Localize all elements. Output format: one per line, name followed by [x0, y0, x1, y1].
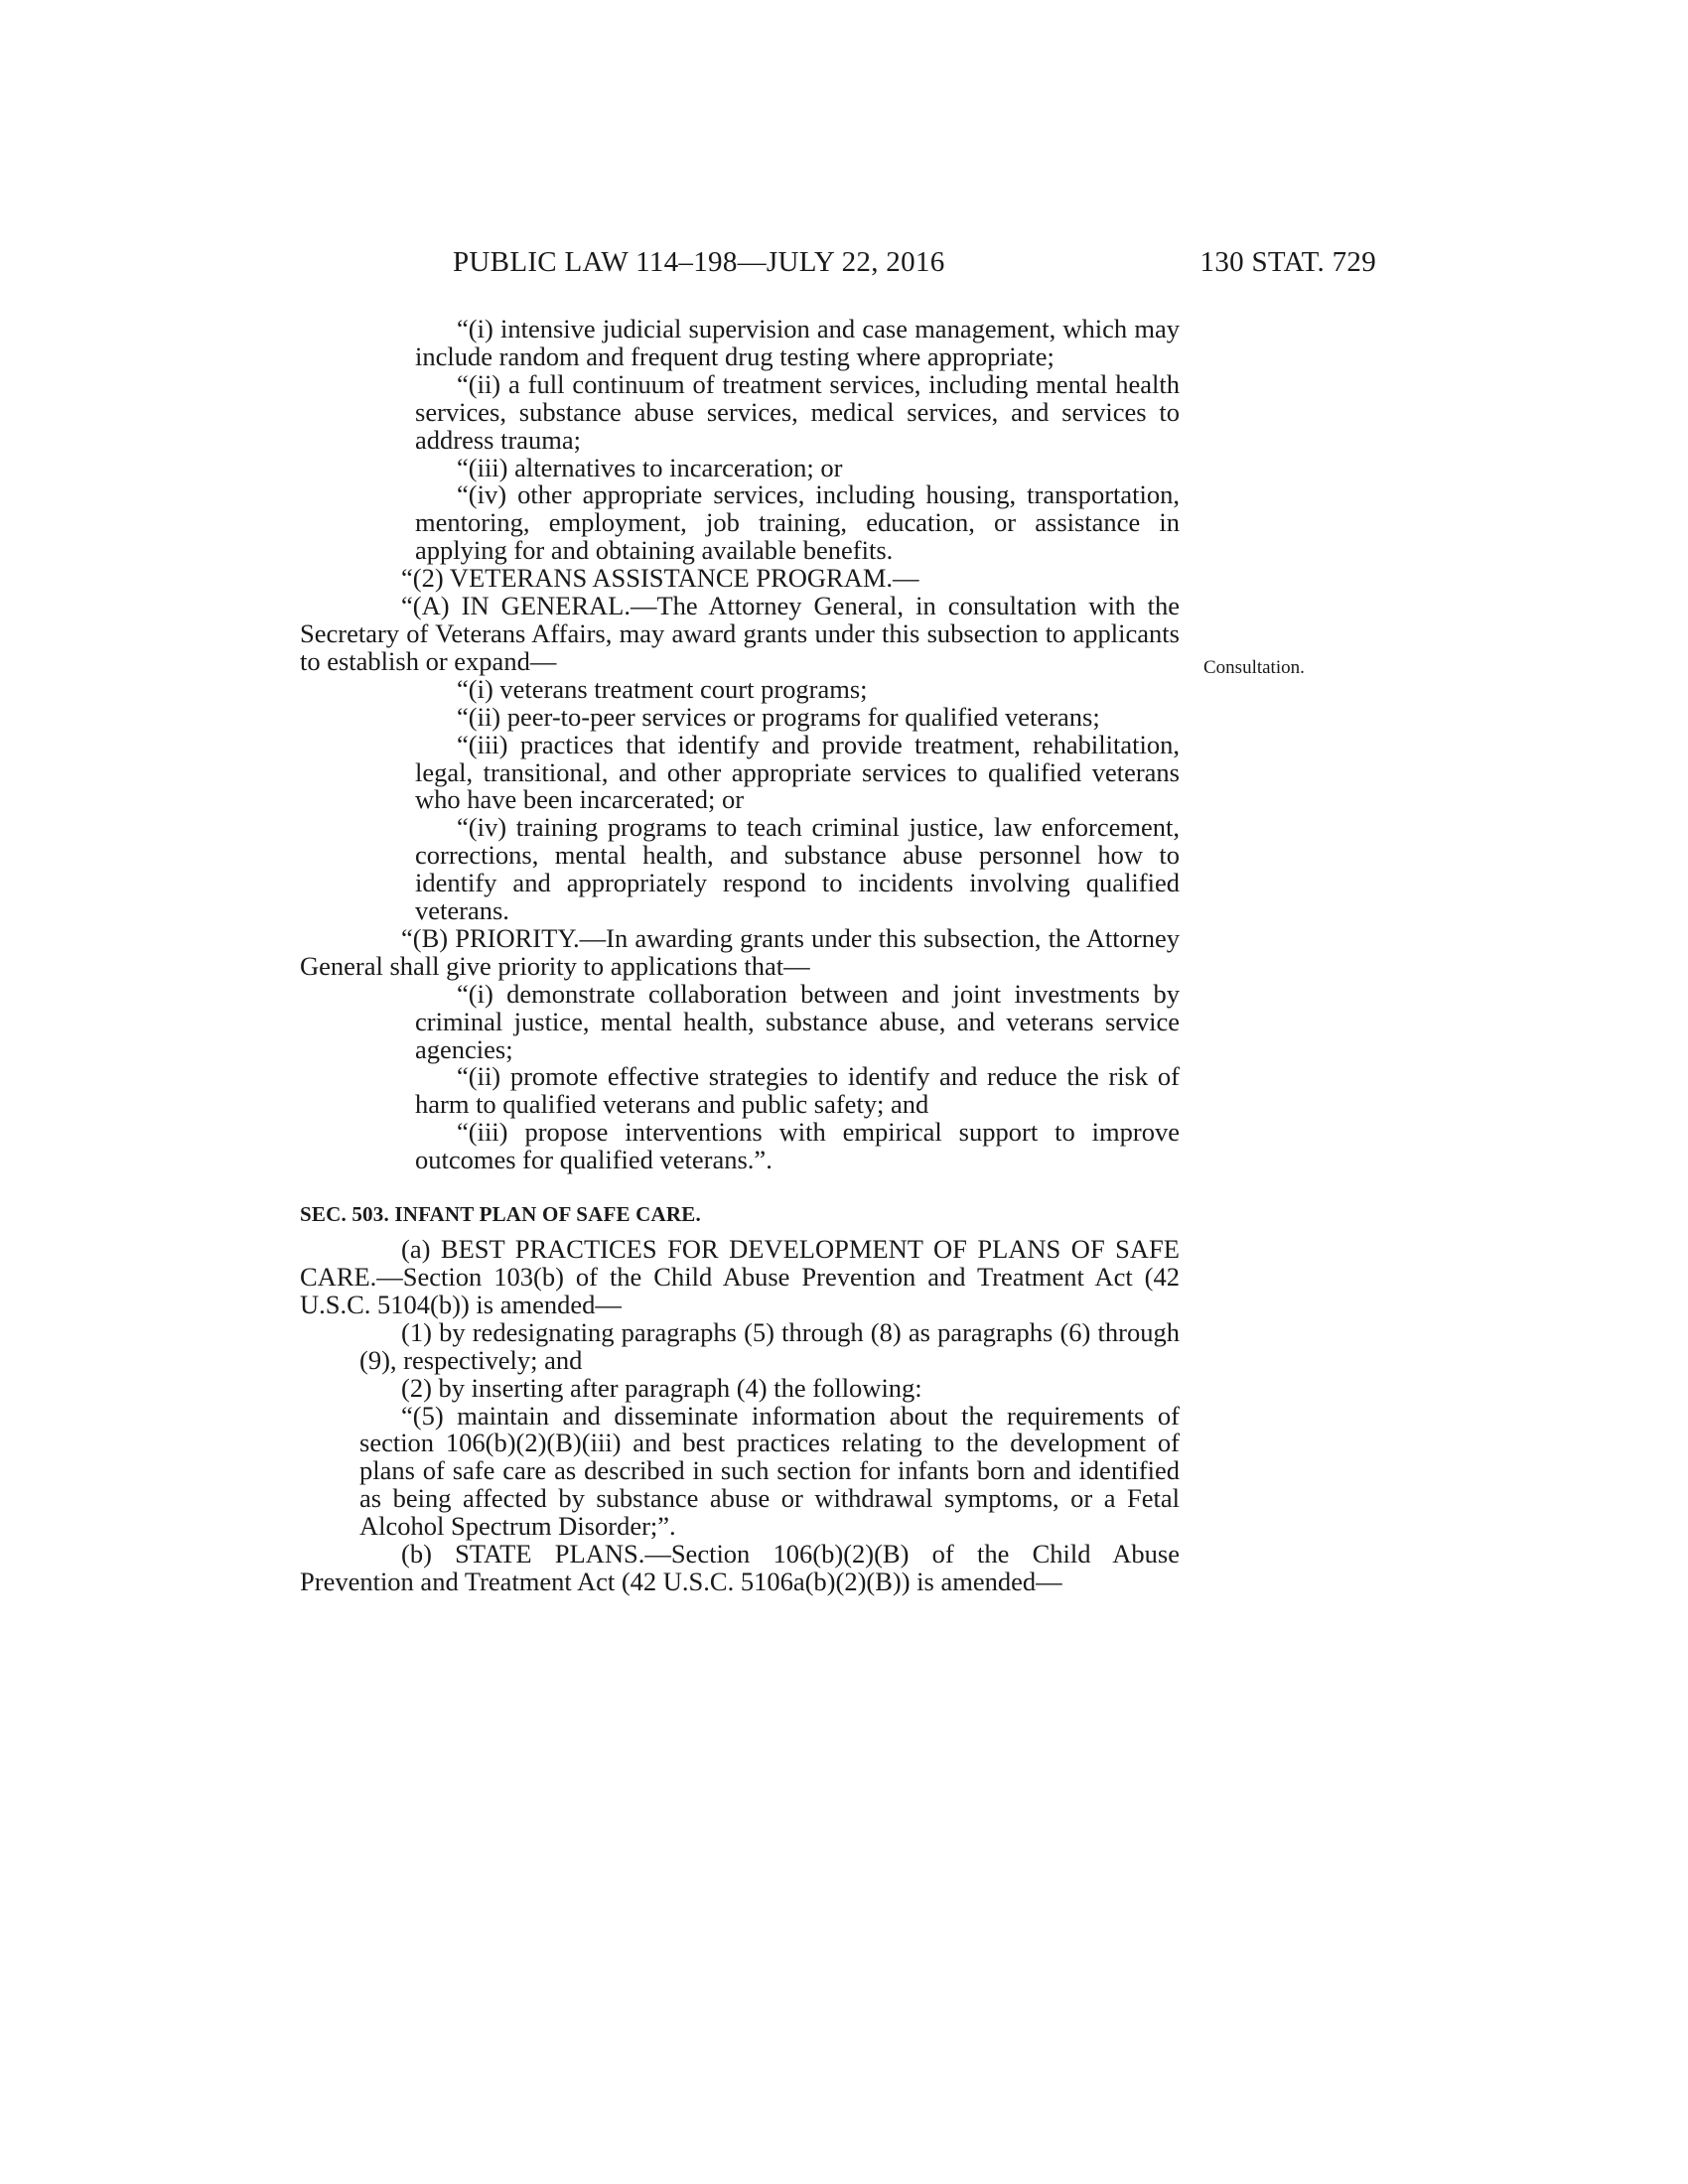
page-header — [453, 242, 1376, 282]
section-heading: SEC. 503. INFANT PLAN OF SAFE CARE. — [300, 1202, 701, 1227]
subsection-b-state-plans: (b) STATE PLANS.—Section 106(b)(2)(B) of the Child Abuse Prevention and Treatment Act (42 U.S.C. 5106a(b)(2)(B)) is amended— — [300, 1539, 1180, 1596]
paragraph-5-maintain: “(5) maintain and disseminate information about the requirements of section 106(b)(2)(B)(iii) and best practices relating to the development of plans of safe care as described in such section for infants born and identified as being affected by substance abuse or withdrawal symptoms, or a Fetal Alcohol Spectrum Disorder;”. — [359, 1400, 1180, 1542]
document-body — [300, 316, 1180, 1596]
subparagraph-a-in-general: “(A) IN GENERAL.—The Attorney General, in consultation with the Secretary of Veterans Affairs, may award grants under this subsection to applicants to establish or expand— — [300, 591, 1180, 676]
subparagraph-b-priority: “(B) PRIORITY.—In awarding grants under this subsection, the Attorney General shall give priority to applications that— — [300, 922, 1180, 981]
paragraph-2-inserting: (2) by inserting after paragraph (4) the following: — [401, 1372, 922, 1403]
clause-iii-practices: “(iii) practices that identify and provide treatment, rehabilitation, legal, transitional, and other appropriate services to qualified veterans who have been incarcerated; or — [415, 729, 1180, 815]
paragraph-1-redesignating: (1) by redesignating paragraphs (5) through (8) as paragraphs (6) through (9), respectively; and — [359, 1316, 1180, 1375]
clause-i-collaboration: “(i) demonstrate collaboration between and joint investments by criminal justice, mental health, substance abuse, and veterans service agencies; — [415, 978, 1180, 1064]
subsection-a-best-practices: (a) BEST PRACTICES FOR DEVELOPMENT OF PLANS OF SAFE CARE.—Section 103(b) of the Child Abuse Prevention and Treatment Act (42 U.S.C. 5104(b)) is amended— — [300, 1234, 1180, 1319]
clause-ii-continuum: “(ii) a full continuum of treatment services, including mental health services, substance abuse services, medical services, and services to address trauma; — [415, 368, 1180, 455]
page-citation: 130 STAT. 729 — [1199, 246, 1376, 278]
clause-i-veterans-court: “(i) veterans treatment court programs; — [457, 673, 868, 704]
clause-ii-peer-services: “(ii) peer-to-peer services or programs for qualified veterans; — [457, 701, 1100, 732]
section-gap — [300, 1174, 1180, 1188]
clause-iv-other-services: “(iv) other appropriate services, including housing, transportation, mentoring, employment, job training, education, or assistance in applying for and obtaining available benefits. — [415, 479, 1180, 566]
clause-iii-interventions: “(iii) propose interventions with empirical support to improve outcomes for qualified veterans.”. — [415, 1117, 1180, 1175]
margin-note: Consultation. — [1203, 657, 1305, 678]
clause-ii-strategies: “(ii) promote effective strategies to identify and reduce the risk of harm to qualified veterans and public safety; and — [415, 1061, 1180, 1120]
clause-i-supervision: “(i) intensive judicial supervision and case management, which may include random and frequent drug testing where appropriate; — [415, 314, 1180, 371]
running-head: PUBLIC LAW 114–198—JULY 22, 2016 — [453, 246, 945, 278]
paragraph-2-heading: “(2) VETERANS ASSISTANCE PROGRAM.— — [401, 563, 919, 594]
clause-iii-alternatives: “(iii) alternatives to incarceration; or — [457, 452, 843, 482]
clause-iv-training: “(iv) training programs to teach criminal justice, law enforcement, corrections, mental health, and substance abuse personnel how to identify and appropriately respond to incidents involving qualified veterans. — [415, 812, 1180, 926]
